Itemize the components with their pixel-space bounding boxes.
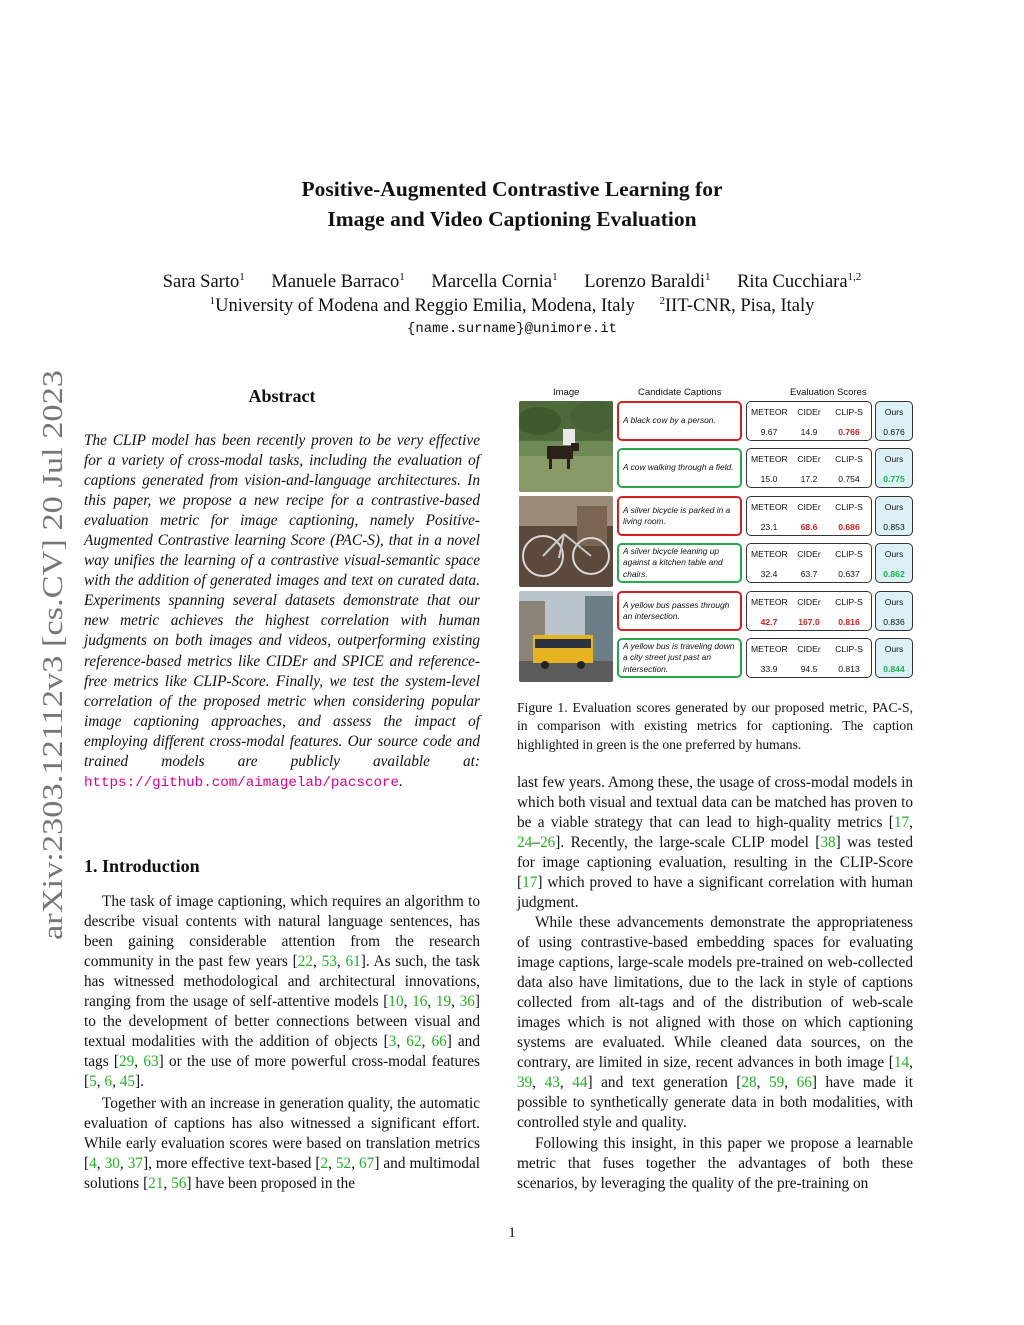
text-run: , [328,1155,336,1173]
citation-link[interactable]: 17 [522,874,538,892]
metric-name-clips: CLIP-S [835,549,863,559]
caption-box-green [617,448,742,488]
cider-value: 63.7 [800,569,818,579]
text-run: , [96,1155,105,1173]
abstract-text: The CLIP model has been recently proven to be very effective for a variety of cross-modal tasks, including the evaluation of captions generated from vision-and-language architectures. In this paper, we propose a new recipe for a contrastive-based evaluation metric for image captioning, namely Positive-Augmented Contrastive learning Score (PAC-S), that in a novel way unifies the learning of a contrastive visual-semantic space with the addition of generated images and text on curated data. Experiments spanning several datasets demonstrate that our new metric achieves the highest correlation with human judgments on both images and videos, outperforming existing reference-based metrics like CIDEr and SPICE and reference-free metrics like CLIP-Score. Finally, we test the system-level correlation of the proposed metric when considering popular image captioning approaches, and assess the impact of employing different cross-modal features. Our source code and trained models are publicly available at: [84,432,480,770]
author-name: Rita Cucchiara [737,272,848,292]
author-sup: 1,2 [847,271,862,283]
text-run: , [909,814,913,832]
scores-box [746,496,872,536]
scores-box [746,543,872,583]
author-sup: 1 [704,271,711,283]
affiliation-sup: 1 [209,295,216,307]
citation-link[interactable]: 44 [572,1074,588,1092]
author [271,272,404,292]
right-paragraph-3 [517,1134,913,1194]
text-run: , [403,993,413,1011]
author-name: Sara Sarto [162,272,240,292]
text-run: – [532,834,540,852]
cider-value: 68.6 [800,522,818,532]
caption-box-red [617,496,742,536]
metric-name-meteor: METEOR [751,407,788,417]
text-run: , [163,1175,172,1193]
text-run: , [351,1155,360,1173]
metric-name-clips: CLIP-S [835,597,863,607]
scores-box [746,448,872,488]
citation-link[interactable]: 16 [412,993,428,1011]
text-run: The task of image captioning, which requires an algorithm to describe visual contents with natural language sentences, has been gaining considerable attention from the research community in the past few years [ [84,893,480,971]
author [163,272,245,292]
clips-value: 0.754 [838,474,860,484]
cider-value: 17.2 [800,474,818,484]
citation-link[interactable]: 17 [893,814,910,832]
citation-link[interactable]: 38 [820,834,836,852]
metric-name-cider: CIDEr [797,644,821,654]
scores-box [746,401,872,441]
affiliation [660,296,815,316]
author [584,272,710,292]
intro-paragraph-1 [84,892,480,1092]
metric-name-cider: CIDEr [797,454,821,464]
caption-box-red [617,591,742,631]
text-run: , [119,1155,128,1173]
citation-link[interactable]: 4 [89,1155,97,1173]
citation-link[interactable]: 30 [104,1155,120,1173]
text-run: ] have been proposed in the [186,1175,356,1193]
citation-link[interactable]: 22 [297,953,313,971]
abstract-heading: Abstract [248,386,316,406]
citation-link[interactable]: 19 [435,993,452,1011]
text-run: , [396,1033,407,1051]
text-run: , [427,993,436,1011]
ours-label: Ours [884,407,904,417]
citation-link[interactable]: 5 [89,1073,97,1091]
scores-box [746,591,872,631]
citation-link[interactable]: 26 [539,834,556,852]
citation-link[interactable]: 66 [431,1033,447,1051]
author [431,272,557,292]
citation-link[interactable]: 28 [741,1074,757,1092]
citation-link[interactable]: 39 [517,1074,533,1092]
cider-value: 14.9 [800,427,818,437]
right-paragraph-1 [517,773,913,913]
citation-link[interactable]: 24 [517,834,533,852]
metric-name-meteor: METEOR [751,502,788,512]
citation-link[interactable]: 43 [544,1074,560,1092]
meteor-value: 9.67 [760,427,778,437]
photo-cows [519,401,613,492]
text-run: , [134,1053,144,1071]
affiliation-text: University of Modena and Reggio Emilia, Modena, Italy [215,296,635,316]
text-run: , [421,1033,432,1051]
metric-name-cider: CIDEr [797,407,821,417]
metric-name-cider: CIDEr [797,549,821,559]
citation-link[interactable]: 61 [345,953,361,971]
citation-link[interactable]: 45 [119,1073,136,1091]
ours-value: 0.836 [883,617,905,627]
ours-box [875,448,913,488]
affiliations [0,294,1024,318]
citation-link[interactable]: 59 [768,1074,785,1092]
metric-name-cider: CIDEr [797,597,821,607]
text-run: , [559,1074,573,1092]
ours-value: 0.862 [883,569,905,579]
right-paragraph-2 [517,913,913,1134]
ours-label: Ours [884,644,904,654]
ours-box [875,638,913,678]
text-run: , [784,1074,797,1092]
ours-value: 0.775 [883,474,905,484]
metric-name-clips: CLIP-S [835,644,863,654]
author-name: Lorenzo Baraldi [584,272,705,292]
text-run: , [96,1073,105,1091]
text-run: ] and text generation [ [587,1074,742,1092]
citation-link[interactable]: 2 [320,1155,329,1173]
caption-text: A black cow by a person. [623,415,716,426]
citation-link[interactable]: 6 [104,1073,113,1091]
citation-link[interactable]: 62 [406,1033,422,1051]
ours-value: 0.676 [883,427,905,437]
ours-label: Ours [884,502,904,512]
cider-value: 94.5 [800,664,818,674]
citation-link[interactable]: 21 [148,1175,164,1193]
arxiv-stamp [18,365,78,945]
citation-link[interactable]: 29 [118,1053,135,1071]
text-run: last few years. Among these, the usage of cross-modal models in which both visual and textual data can be matched has proven to be a viable strategy that can lead to high-quality metrics [ [517,774,913,832]
ours-box [875,496,913,536]
page-number: 1 [508,1225,516,1241]
author-sup: 1 [239,271,245,283]
text-run: ] was tested for image captioning evaluation, resulting in the CLIP-Score [ [517,834,913,892]
caption-text: A cow walking through a field. [623,462,734,473]
citation-link[interactable]: 36 [459,993,475,1011]
metric-name-clips: CLIP-S [835,454,863,464]
text-run: ]. [135,1073,144,1091]
figure-1 [517,384,913,684]
ours-label: Ours [884,454,904,464]
text-run: ] which proved to have a significant correlation with human judgment. [517,874,913,912]
clips-value: 0.686 [838,522,860,532]
col-head-captions: Candidate Captions [638,387,722,398]
citation-link[interactable]: 10 [388,993,404,1011]
caption-box-green [617,638,742,678]
ours-box [875,543,913,583]
photo-bicycle [519,496,613,587]
text-run: ] to the development of better connections between visual and textual modalities with the addition of objects [ [84,993,480,1051]
metric-name-meteor: METEOR [751,597,788,607]
text-run: ] have made it possible to synthetically generate data in both modalities, with controlled style and quality. [517,1074,913,1132]
text-run: , [756,1074,769,1092]
caption-text: A yellow bus is traveling down a city street just past an intersection. [623,640,735,674]
text-run: ], more effective text-based [ [142,1155,321,1173]
citation-link[interactable]: 56 [171,1175,187,1193]
clips-value: 0.813 [838,664,860,674]
text-run: ]. Recently, the large-scale CLIP model [ [555,834,821,852]
abstract-body: The CLIP model has been recently proven to be very effective for a variety of cross-modal tasks, including the evaluation of captions generated from vision-and-language architectures. In this paper, we propose a new recipe for a contrastive-based evaluation metric for image captioning, namely Positive-Augmented Contrastive learning Score (PAC-S), that in a novel way unifies the learning of a contrastive visual-semantic space with the addition of generated images and text on curated data. Experiments spanning several datasets demonstrate that our new metric achieves the highest correlation with human judgments on both images and videos, outperforming existing reference-based metrics like CIDEr and SPICE and reference-free metrics like CLIP-Score. Finally, we test the system-level correlation of the proposed metric when considering popular image captioning approaches, and assess the impact of employing different cross-modal features. Our source code and trained models are publicly available at: https://github.com/aimagelab/pacscore. [84,432,480,791]
citation-link[interactable]: 52 [335,1155,352,1173]
text-run: , [336,953,346,971]
text-run: , [909,1054,913,1072]
cider-value: 167.0 [798,617,820,627]
text-run: ] and tags [ [84,1033,480,1071]
author-name: Manuele Barraco [271,272,400,292]
arxiv-stamp-text: arXiv:2303.12112v3 [cs.CV] 20 Jul 2023 [37,459,69,940]
col-head-image: Image [553,387,580,398]
section-heading-introduction: 1. Introduction [84,856,200,876]
caption-text: A silver bicycle is parked in a living room. [623,504,731,526]
scores-box [746,638,872,678]
meteor-value: 23.1 [760,522,778,532]
meteor-value: 42.7 [760,617,778,627]
text-run: , [112,1073,120,1091]
caption-text: A yellow bus passes through an intersection. [623,599,730,621]
text-run: ]. As such, the task has witnessed methodological and architectural innovations, ranging from the usage of self-attentive models [ [84,953,480,1011]
clips-value: 0.766 [838,427,860,437]
author-sup: 1 [552,271,558,283]
citation-link[interactable]: 14 [893,1054,910,1072]
clips-value: 0.637 [838,569,860,579]
text-run: , [532,1074,545,1092]
metric-name-clips: CLIP-S [835,502,863,512]
metric-name-meteor: METEOR [751,454,788,464]
meteor-value: 33.9 [760,664,778,674]
citation-link[interactable]: 37 [127,1155,143,1173]
caption-box-red [617,401,742,441]
intro-paragraph-2 [84,1094,480,1194]
ours-value: 0.844 [883,664,905,674]
ours-label: Ours [884,597,904,607]
figure-1-caption: Figure 1. Evaluation scores generated by our proposed metric, PAC-S, in comparison with existing metrics for captioning. The caption highlighted in green is the one preferred by humans. [517,700,913,752]
affiliation-sup: 2 [659,295,665,307]
text-run: , [312,953,322,971]
text-run: Together with an increase in generation quality, the automatic evaluation of captions has also witnessed a significant effort. While early evaluation scores were based on translation metrics [ [84,1095,480,1173]
ours-value: 0.853 [883,522,905,532]
metric-name-meteor: METEOR [751,549,788,559]
text-run: , [451,993,460,1011]
affiliation [210,296,635,316]
text-run: Following this insight, in this paper we propose a learnable metric that fuses together the advantages of both these scenarios, by leveraging the quality of the pre-training on [517,1135,913,1193]
text-run: ] or the use of more powerful cross-modal features [ [84,1053,481,1091]
photo-bus [519,591,613,682]
title-line-1: Positive-Augmented Contrastive Learning for [301,177,723,201]
col-head-scores: Evaluation Scores [790,387,867,398]
citation-link[interactable]: 53 [321,953,337,971]
text-run: ] and multimodal solutions [ [84,1155,480,1193]
author-sup: 1 [399,271,405,283]
ours-box [875,591,913,631]
citation-link[interactable]: 63 [143,1053,159,1071]
metric-name-meteor: METEOR [751,644,788,654]
clips-value: 0.816 [838,617,860,627]
citation-link[interactable]: 67 [359,1155,375,1173]
affiliation-text: IIT-CNR, Pisa, Italy [665,296,815,316]
citation-link[interactable]: 3 [388,1033,397,1051]
meteor-value: 15.0 [760,474,778,484]
metric-name-clips: CLIP-S [835,407,863,417]
ours-box [875,401,913,441]
paper-title [0,174,1024,234]
ours-label: Ours [884,549,904,559]
caption-text: A silver bicycle leaning up against a kitchen table and chairs. [623,545,723,579]
caption-box-green [617,543,742,583]
meteor-value: 32.4 [760,569,778,579]
citation-link[interactable]: 66 [796,1074,812,1092]
author-name: Marcella Cornia [431,272,553,292]
author [737,272,861,292]
text-run: While these advancements demonstrate the appropriateness of using contrastive-based embedding spaces for evaluating image captions, large-scale models pre-trained on web-collected data also have limitations, due to the lack in style of captions collected from alt-tags and of the distribution of web-scale images which is not aligned with those on which captioning systems are evaluated. While cleaned data sources, on the contrary, are limited in size, recent advances in both image [ [517,914,913,1072]
metric-name-cider: CIDEr [797,502,821,512]
author-email: {name.surname}@unimore.it [406,321,618,337]
title-line-2: Image and Video Captioning Evaluation [327,207,697,231]
github-link[interactable]: https://github.com/aimagelab/pacscore [84,774,400,791]
author-list [0,270,1024,294]
